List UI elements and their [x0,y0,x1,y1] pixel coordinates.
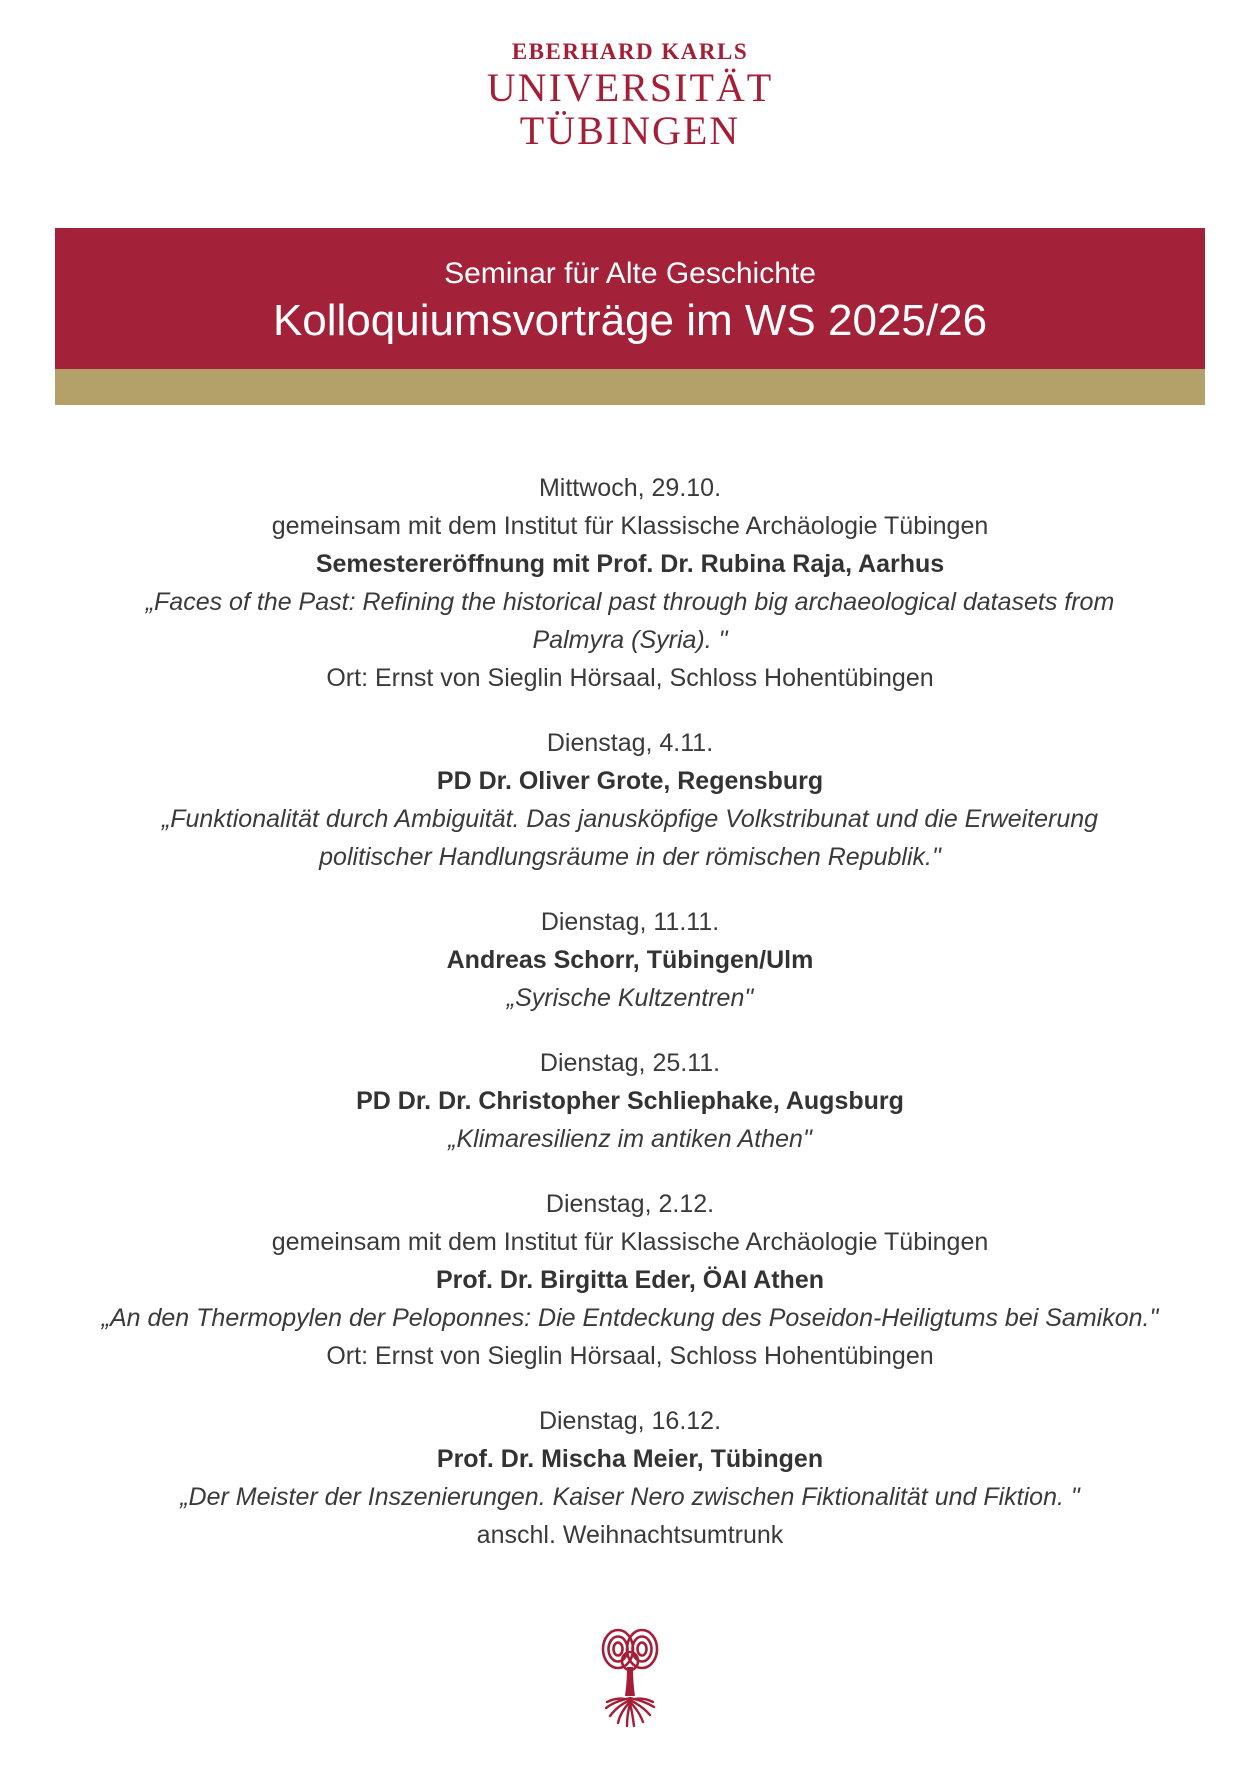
event-line: Prof. Dr. Mischa Meier, Tübingen [436,1445,824,1474]
event-line: „Syrische Kultzentren" [506,984,754,1013]
event-line: „Klimaresilienz im antiken Athen" [448,1125,812,1154]
event-line: Dienstag, 2.12. [545,1190,715,1219]
event-line: politischer Handlungsräume in der römischen Republik." [319,843,941,872]
event-block [0,1185,1260,1375]
university-logo [0,0,1260,152]
banner-subtitle: Seminar für Alte Geschichte [444,257,816,291]
event-line: anschl. Weihnachtsumtrunk [476,1521,784,1550]
event-line: Dienstag, 11.11. [540,908,720,937]
gold-divider [55,369,1205,405]
event-line: Dienstag, 4.11. [546,729,714,758]
events-list [0,469,1260,1554]
event-block [0,903,1260,1017]
logo-eberhard-karls: EBERHARD KARLS [511,39,749,64]
event-line: Dienstag, 16.12. [538,1407,722,1436]
event-line: gemeinsam mit dem Institut für Klassische Archäologie Tübingen [271,512,989,541]
event-line: Ort: Ernst von Sieglin Hörsaal, Schloss Hohentübingen [326,1342,934,1371]
event-block [0,724,1260,876]
banner-title: Kolloquiumsvorträge im WS 2025/26 [272,296,988,346]
event-line: „Der Meister der Inszenierungen. Kaiser Nero zwischen Fiktionalität und Fiktion. " [180,1483,1080,1512]
event-line: PD Dr. Dr. Christopher Schliephake, Augsburg [356,1087,904,1116]
tree-logo-icon [594,1626,666,1730]
footer [0,1626,1260,1735]
logo-tuebingen: TÜBINGEN [519,107,741,153]
event-line: „An den Thermopylen der Peloponnes: Die Entdeckung des Poseidon-Heiligtums bei Samikon." [101,1304,1159,1333]
event-line: PD Dr. Oliver Grote, Regensburg [436,767,824,796]
event-line: Andreas Schorr, Tübingen/Ulm [446,946,814,975]
event-line: „Funktionalität durch Ambiguität. Das janusköpfige Volkstribunat und die Erweiterung [161,805,1099,834]
event-line: Ort: Ernst von Sieglin Hörsaal, Schloss Hohentübingen [326,664,934,693]
event-line: Semestereröffnung mit Prof. Dr. Rubina Raja, Aarhus [315,550,945,579]
event-line: Prof. Dr. Birgitta Eder, ÖAI Athen [435,1266,824,1295]
logo-universitaet: UNIVERSITÄT [486,65,774,111]
title-banner [55,228,1205,369]
event-line: „Faces of the Past: Refining the historical past through big archaeological datasets from [145,588,1115,617]
event-block [0,1044,1260,1158]
event-block [0,1402,1260,1554]
event-line: Palmyra (Syria). " [532,626,728,655]
event-line: Dienstag, 25.11. [539,1049,721,1078]
event-line: gemeinsam mit dem Institut für Klassische Archäologie Tübingen [271,1228,989,1257]
event-line: Mittwoch, 29.10. [538,474,722,503]
event-block [0,469,1260,697]
